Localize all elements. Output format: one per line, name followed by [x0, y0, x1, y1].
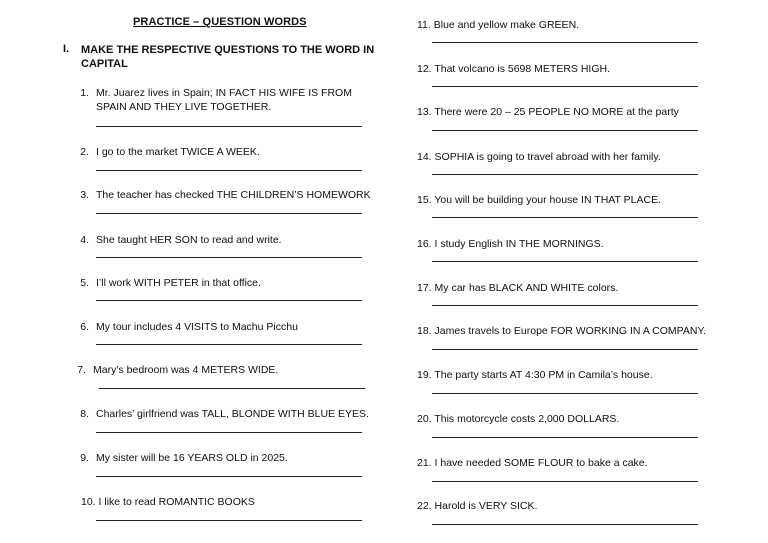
answer-line-19[interactable]	[432, 393, 698, 394]
question-text: Harold is VERY SICK.	[434, 500, 538, 512]
question-6	[73, 320, 298, 334]
question-text: I go to the market TWICE A WEEK.	[96, 146, 260, 158]
answer-line-1[interactable]	[96, 126, 362, 127]
question-number: 2.	[80, 146, 89, 158]
answer-line-9[interactable]	[96, 476, 362, 477]
question-number: 13.	[417, 106, 432, 118]
question-number: 1.	[80, 87, 89, 99]
question-18	[417, 324, 706, 338]
answer-line-4[interactable]	[96, 257, 362, 258]
question-1	[73, 86, 371, 114]
question-number: 20.	[417, 413, 432, 425]
answer-line-3[interactable]	[96, 213, 362, 214]
question-12	[417, 62, 610, 76]
worksheet-title: PRACTICE – QUESTION WORDS	[133, 16, 307, 28]
question-text: That volcano is 5698 METERS HIGH.	[434, 63, 610, 75]
question-10	[81, 495, 255, 509]
question-number: 6.	[80, 321, 89, 333]
question-text: My car has BLACK AND WHITE colors.	[434, 282, 619, 294]
question-text: James travels to Europe FOR WORKING IN A COMPANY.	[434, 325, 707, 337]
question-text: I have needed SOME FLOUR to bake a cake.	[434, 457, 648, 469]
question-text: I study English IN THE MORNINGS.	[434, 238, 604, 250]
answer-line-16[interactable]	[432, 261, 698, 262]
question-5	[73, 276, 261, 290]
question-text: I’ll work WITH PETER in that office.	[96, 277, 261, 289]
question-number: 19.	[417, 369, 432, 381]
question-number: 15.	[417, 194, 432, 206]
question-number: 9.	[80, 452, 89, 464]
answer-line-22[interactable]	[432, 524, 698, 525]
question-number: 12.	[417, 63, 432, 75]
question-text: This motorcycle costs 2,000 DOLLARS.	[434, 413, 620, 425]
section-number: I.	[63, 43, 70, 55]
answer-line-20[interactable]	[432, 437, 698, 438]
question-15	[417, 193, 661, 207]
question-7	[70, 363, 278, 377]
answer-line-8[interactable]	[96, 432, 362, 433]
question-text: My sister will be 16 YEARS OLD in 2025.	[96, 452, 288, 464]
question-text: My tour includes 4 VISITS to Machu Picchu	[96, 321, 298, 333]
question-16	[417, 237, 604, 251]
question-number: 8.	[80, 408, 89, 420]
question-22	[417, 499, 537, 513]
answer-line-5[interactable]	[96, 300, 362, 301]
question-number: 14.	[417, 151, 432, 163]
question-text: There were 20 – 25 PEOPLE NO MORE at the party	[434, 106, 679, 118]
question-text: Charles’ girlfriend was TALL, BLONDE WITH BLUE EYES.	[96, 408, 369, 420]
question-number: 21.	[417, 457, 432, 469]
question-4	[73, 233, 282, 247]
answer-line-12[interactable]	[432, 86, 698, 87]
section-instructions: MAKE THE RESPECTIVE QUESTIONS TO THE WORD IN CAPITAL	[81, 44, 375, 70]
question-number: 10.	[81, 496, 96, 508]
answer-line-17[interactable]	[432, 305, 698, 306]
question-20	[417, 412, 619, 426]
question-14	[417, 150, 661, 164]
question-number: 11.	[417, 19, 431, 31]
question-11	[417, 18, 579, 32]
question-text: I like to read ROMANTIC BOOKS	[98, 496, 255, 508]
question-text: Mr. Juarez lives in Spain; IN FACT HIS WIFE IS FROM SPAIN AND THEY LIVE TOGETHER.	[96, 87, 352, 113]
question-number: 4.	[80, 234, 89, 246]
answer-line-21[interactable]	[432, 481, 698, 482]
question-number: 7.	[77, 364, 86, 376]
question-text: Blue and yellow make GREEN.	[433, 19, 580, 31]
question-21	[417, 456, 648, 470]
question-text: Mary’s bedroom was 4 METERS WIDE.	[93, 364, 279, 376]
answer-line-15[interactable]	[432, 217, 698, 218]
answer-line-11[interactable]	[432, 42, 698, 43]
question-17	[417, 281, 618, 295]
question-2	[73, 145, 260, 159]
answer-line-14[interactable]	[432, 174, 698, 175]
question-8	[73, 407, 369, 421]
question-9	[73, 451, 288, 465]
question-text: You will be building your house IN THAT PLACE.	[434, 194, 661, 206]
question-number: 18.	[417, 325, 432, 337]
question-3	[73, 188, 371, 202]
question-19	[417, 368, 653, 382]
question-text: The teacher has checked THE CHILDREN’S HOMEWORK	[96, 189, 371, 201]
answer-line-10[interactable]	[96, 520, 362, 521]
question-13	[417, 105, 679, 119]
question-number: 5.	[80, 277, 89, 289]
question-text: She taught HER SON to read and write.	[96, 234, 282, 246]
question-number: 3.	[80, 189, 89, 201]
question-number: 22.	[417, 500, 432, 512]
answer-line-13[interactable]	[432, 130, 698, 131]
answer-line-18[interactable]	[432, 349, 698, 350]
answer-line-7[interactable]	[99, 388, 365, 389]
question-text: The party starts AT 4:30 PM in Camila’s house.	[434, 369, 653, 381]
question-number: 16.	[417, 238, 432, 250]
question-text: SOPHIA is going to travel abroad with her family.	[434, 151, 661, 163]
question-number: 17.	[417, 282, 432, 294]
answer-line-6[interactable]	[96, 344, 362, 345]
answer-line-2[interactable]	[96, 170, 362, 171]
